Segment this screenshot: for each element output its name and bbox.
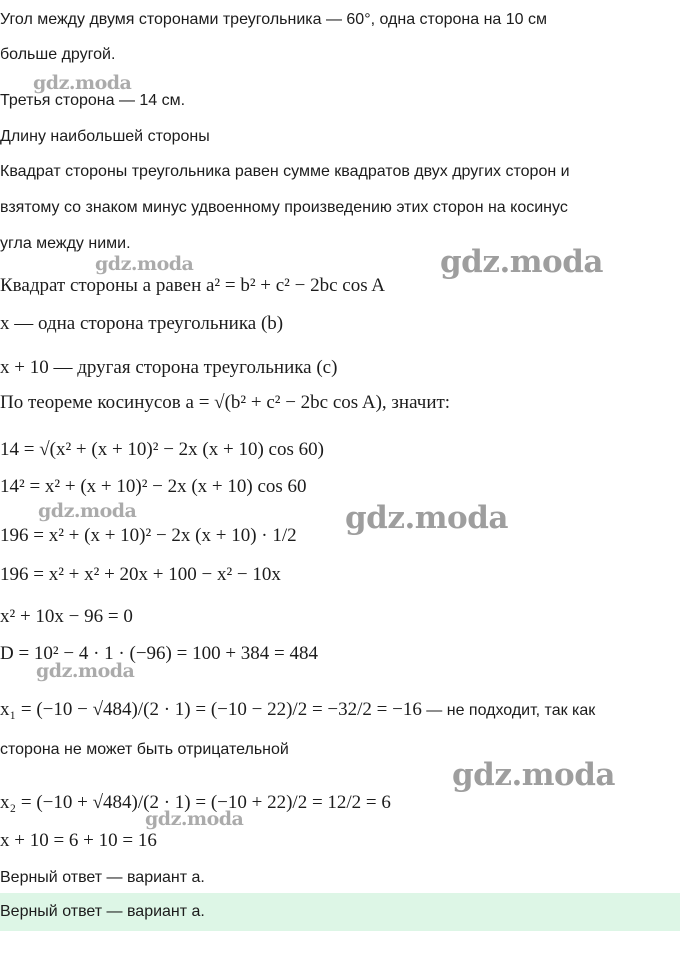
- watermark: gdz.moda: [33, 72, 132, 94]
- cosine-formula-line: Квадрат стороны a равен a² = b² + c² − 2bc cos A: [0, 275, 386, 296]
- step-4: 196 = x² + x² + 20x + 100 − x² − 10x: [0, 564, 281, 585]
- answer-box: [0, 893, 680, 931]
- watermark: gdz.moda: [452, 757, 615, 793]
- watermark: gdz.moda: [440, 244, 603, 280]
- cosine-theorem-line: По теореме косинусов a = √(b² + c² − 2bc cos A), значит:: [0, 392, 451, 413]
- root-x1-note: — не подходит, так как: [421, 702, 596, 719]
- step-3: 196 = x² + (x + 10)² − 2x (x + 10) · 1/2: [0, 525, 297, 546]
- step-7: x + 10 = 6 + 10 = 16: [0, 830, 157, 851]
- step-1: 14 = √(x² + (x + 10)² − 2x (x + 10) cos 60): [0, 439, 324, 460]
- problem-line-3: Третья сторона — 14 см.: [0, 92, 186, 109]
- answer-line: Верный ответ — вариант a.: [0, 869, 205, 886]
- watermark: gdz.moda: [36, 660, 135, 682]
- root-x2-line: x₂ = (−10 + √484)/(2 · 1) = (−10 + 22)/2 = 12/2 = 6: [0, 792, 391, 813]
- watermark: gdz.moda: [95, 253, 194, 275]
- variable-x-line: x — одна сторона треугольника (b): [0, 313, 284, 334]
- problem-line-1: Угол между двумя сторонами треугольника — 60°, одна сторона на 10 см: [0, 11, 547, 28]
- root-x1-line: [0, 700, 595, 721]
- theory-line-1: Квадрат стороны треугольника равен сумме квадратов двух других сторон и: [0, 163, 570, 180]
- watermark: gdz.moda: [145, 808, 244, 830]
- answer-box-text: Верный ответ — вариант a.: [0, 903, 205, 920]
- variable-x10-line: x + 10 — другая сторона треугольника (c): [0, 357, 338, 378]
- problem-line-4: Длину наибольшей стороны: [0, 128, 210, 145]
- watermark: gdz.moda: [38, 500, 137, 522]
- step-6-discriminant: D = 10² − 4 · 1 · (−96) = 100 + 384 = 484: [0, 643, 319, 664]
- theory-line-2: взятому со знаком минус удвоенному произведению этих сторон на косинус: [0, 199, 568, 216]
- root-x1-note-line-2: сторона не может быть отрицательной: [0, 741, 289, 758]
- watermark: gdz.moda: [345, 500, 508, 536]
- root-x1-math: x₁ = (−10 − √484)/(2 · 1) = (−10 − 22)/2 = −32/2 = −16: [0, 699, 422, 720]
- step-2: 14² = x² + (x + 10)² − 2x (x + 10) cos 60: [0, 476, 307, 497]
- problem-line-2: больше другой.: [0, 46, 116, 63]
- step-5: x² + 10x − 96 = 0: [0, 606, 133, 627]
- theory-line-3: угла между ними.: [0, 235, 131, 252]
